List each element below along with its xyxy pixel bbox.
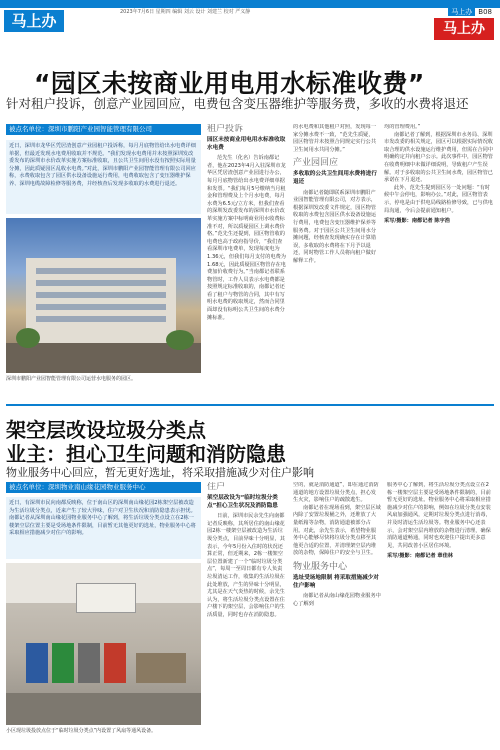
story-divider <box>6 404 494 406</box>
story2-headline-line1: 架空层改设垃圾分类点 <box>6 418 206 442</box>
story2-target-tag: 被点名单位：深圳物业南山缘花园物业服务中心 <box>6 482 201 493</box>
story2-body-1: 日前，深圳市民余先生向南都记者反映称，其所居住的南山缘花园2栋一楼架空层被改造为生活垃圾分类点，目前异味十分明显，其表示，今年5月份入住时的状况还算正常，但近期来，2栋一楼架空层位置新建了一个“临时垃圾分类点”，每周一至周日都有专人负责垃圾清运工作，收集的生活垃圾在此处堆放，产生的异味十分明显，尤其是在天气炎热的时候，余先生认为，将生活垃圾分类点设置在住户楼下的架空层，会影响住户的生活质量，同时也存在消防隐患。 <box>207 513 285 618</box>
story1-column-1 <box>207 124 287 404</box>
story1-body-3: 南都记者了解到，根据深圳市水务局、深圳市发改委的相关规定，园区可以根据实际情况收取合理的供水设施运行维护费用，但需在合同中明确约定并向租户公示。此次事件中，园区物管在收费明细中未做详细说明，导致租户产生误解。对于多收取的公共卫生间水费，园区物管已承诺在下月退还。 <box>384 131 493 184</box>
story1-body-3-top: 均的管理费用。” <box>384 124 421 130</box>
story1-target-tag: 被点名单位：深圳市鹏阳产业园智能管理有限公司 <box>6 124 201 135</box>
page-number: B08 <box>478 8 492 16</box>
story2-section-property: 物业服务中心 <box>293 561 348 572</box>
story2-lead: 近日，有深圳市民向南都反映称，位于南山区的深圳南山缘花园2栋架空层被改造为生活垃圾分类点，近来产生了较大异味，住户对卫生状况和消防隐患表示担忧。南都记者从深圳南山缘花园物业服务中心了解到，将生活垃圾分类点设立在2栋一楼架空层位置主要是受场地条件限制，目前暂无其他更好的选址，物业服务中心将采取相应措施减少对住户的影响。 <box>6 497 201 559</box>
story1-body-3b: 此外，范先生提到园区另一处问题：“有时候中午会停电，影响办公。”对此，园区物管表示，停电是由于供电局线路检修导致，已与供电局沟通，今后会提前通知租户。 <box>384 184 493 214</box>
story1-section-park: 产业园回应 <box>293 158 339 169</box>
header-band <box>0 0 500 8</box>
story2-headline-line2: 业主：担心卫生问题和消防隐患 <box>6 442 286 466</box>
story2-body-2b: 南都记者从南山缘花园物业服务中心了解到 <box>293 593 381 607</box>
story1-byline: 采写/摄影：南都记者 陈宇浩 <box>384 218 450 225</box>
story1-body-2: 南都记者随即联系深圳市鹏阳产业园智能管理有限公司，对方表示，根据深圳发改委文件规定，园区物管收取的水费包含园区供水设备设施运行费用，电费包含变压器维护保养等服务费。对于园区公共卫生间用水分摊问题，经核查发现确实存在计算错误，多收取的水费将在下月予以退还，同时物管工作人员将向租户做好解释工作。 <box>293 189 377 264</box>
story2-byline: 采写/摄影：南都记者 章佳林 <box>387 553 453 560</box>
story1-photo-caption: 深圳市鹏阳产业园智能管理有限公司运营水电服务的园区。 <box>6 376 137 382</box>
story1-photo <box>6 218 201 373</box>
story1-body-1: 范先生（化名）告诉南都记者，他在2023年4月入驻深圳市龙华区凭居渣创意产业园进行办公，每月月底物管给出水电费详细单据和发票。“我们每月5号缴纳当月租金和管理费及上个月水电费，每月水费为6.5元/立方米，但我们查看的深圳发改委发布的深圳市水价改革实施方案中标明商业用水收费标准不对，所以质疑园区上调水费价格。”范先生还提到，园区物管收的电费也高于政府指导价，“我们查看深圳市电费单，发现每度电为1.36元，但我们每月支付的电费为1.68元，因此质疑园区物管存在电费加价收费行为。”当南都记者联系物管时，工作人员表示水电费都是按照规定标准收取的，南都记者还看了租户与物管的合同，其中有写明水电费的收取规定，然而合同里面却没有标明公共卫生间的水费分摊标准。 <box>207 155 286 321</box>
section-logo: 马上办 <box>434 18 494 40</box>
story1-subhead-1: 园区未按商业用电用水标准收取水电费 <box>207 137 286 151</box>
story1-lead: 近日，深圳市龙华区凭居渣创意产业园租户投诉称，每月月底物管给出水电费详细单据，但最近发现水电费用收取并不规范。“我们发现水电费用并未按照深圳发改委发布的深圳市水价改革实施方案标准收取，且公共卫生间用水没有按照实际用量分摊，因此质疑园区乱收水电费。”对此，深圳市鹏阳产业园智能管理有限公司回应称，水费收取包含了园区供水设备设施运行费用，电费收取包含了变压器维护保养、深圳电缆故障检修等服务费，并经核查后发现多收取的水费进行退还。 <box>6 140 201 214</box>
story2-column-2 <box>293 482 381 744</box>
story2-section-resident: 住户 <box>207 482 226 492</box>
story2-photo-caption: 小区现垃圾投放点位于“临时垃圾分类点”内设置了风扇等通风设备。 <box>6 728 157 734</box>
story2-photo <box>6 563 201 725</box>
story2-column-1 <box>207 482 287 744</box>
edition-pill: 马上办 <box>448 8 475 16</box>
story2-body-2: 南都记者在现场看到，架空层区域内除了安置垃圾桶之外，还堆放了大量纸箱等杂物，消防通道被部分占用。对此，余先生表示，希望物业服务中心能够尽快将垃圾分类点移至其他更合适的位置，并清理架空层内堆放的杂物，保障住户的安全与卫生。 <box>293 504 381 557</box>
story1-body-2-top: 的水电费和其他租户对照，发现每一家分摊水费不一致，“范先生质疑，园区物管并未按照合同规定实行公共卫生间用水共同分摊。” <box>293 124 377 153</box>
story1-subheadline: 针对租户投诉，创意产业园回应，电费包含变压器维护等服务费，多收的水费将退还 <box>6 96 469 111</box>
section-title: 马上办 <box>4 10 64 32</box>
story2-subhead-1: 架空层改设为“临时垃圾分类点”担心卫生状况及消防隐患 <box>207 495 278 509</box>
edition-label <box>448 7 492 17</box>
story2-body-2-top: 空的，就是消防通道”，即在通过消防通道的地方设置垃圾分类点，担心发生火灾，影响住户的疏散逃生。 <box>293 482 379 504</box>
issue-line: 2023年7月6日 星期四 编辑 刘云 设计 刘建兰 校对 严义静 <box>120 9 251 15</box>
story2-column-3 <box>387 482 494 744</box>
story1-section-tenant: 租户投诉 <box>207 124 244 134</box>
story2-subheadline: 物业服务中心回应，暂无更好选址，将采取措施减少对住户影响 <box>6 466 314 479</box>
page-header <box>0 0 500 42</box>
story1-column-3 <box>384 124 494 404</box>
story1-column-2 <box>293 124 378 404</box>
story1-headline: “园区未按商业用电用水标准收费” <box>34 69 425 98</box>
story2-subhead-2: 选址受场地限制 将采取措施减少对住户影响 <box>293 574 379 589</box>
story2-body-3: 服务中心了解到，将生活垃圾分类点设立在2栋一楼架空层主要是受场地条件限制的，目前暂无更好的选址。物业服务中心将采取相应措施减少对住户的影响，例如在垃圾分类点安装风扇加强通风，定期对垃圾分类点进行消毒，并及时清运生活垃圾等。物业服务中心还表示，会对架空层内堆放的杂物进行清理，确保消防通道畅通，同时也欢迎住户提出更多意见，共同改善小区居住环境。 <box>387 482 491 549</box>
story1-subhead-2: 多收取的公共卫生间用水费将进行退还 <box>293 171 377 185</box>
